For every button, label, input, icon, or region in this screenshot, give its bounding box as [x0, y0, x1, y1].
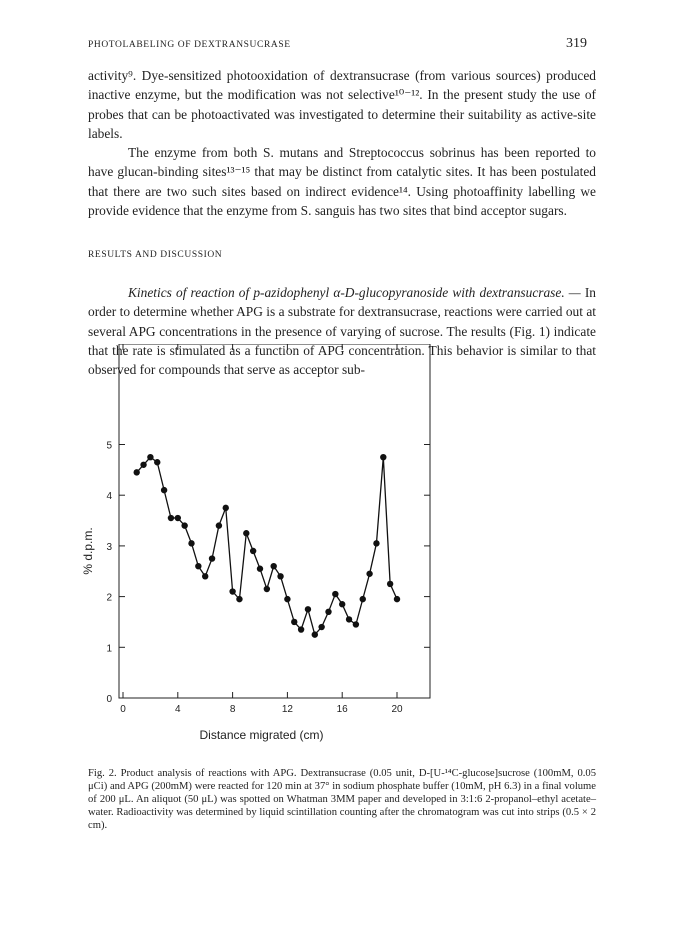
- plot-border: [119, 344, 430, 698]
- x-tick-label: 4: [175, 704, 181, 715]
- data-point: [209, 555, 215, 561]
- data-point: [195, 563, 201, 569]
- y-tick-label: 0: [106, 694, 112, 705]
- data-point: [325, 609, 331, 615]
- data-point: [216, 522, 222, 528]
- data-point: [202, 573, 208, 579]
- data-point: [250, 548, 256, 554]
- data-point: [291, 619, 297, 625]
- y-tick-label: 1: [106, 643, 112, 655]
- data-point: [271, 563, 277, 569]
- data-series: [134, 454, 401, 638]
- data-point: [318, 624, 324, 630]
- data-point: [223, 505, 229, 511]
- data-point: [154, 459, 160, 465]
- figure-caption-label: Fig. 2.: [88, 768, 117, 779]
- section-heading: RESULTS AND DISCUSSION: [88, 250, 223, 260]
- x-tick-label: 0: [120, 704, 126, 715]
- data-point: [175, 515, 181, 521]
- data-point: [243, 530, 249, 536]
- data-point: [312, 631, 318, 637]
- data-point: [168, 515, 174, 521]
- data-point: [346, 616, 352, 622]
- data-point: [298, 626, 304, 632]
- figure-caption: [88, 767, 596, 832]
- data-point: [257, 566, 263, 572]
- data-point: [140, 462, 146, 468]
- data-point: [264, 586, 270, 592]
- data-point: [305, 606, 311, 612]
- axis-ticks: [106, 344, 430, 715]
- data-point: [387, 581, 393, 587]
- paragraph-3-heading: Kinetics of reaction of p-azidophenyl α-D-glucopyranoside with dextransucrase. —: [128, 285, 581, 300]
- figure-2-chart: [80, 344, 450, 744]
- x-tick-label: 12: [281, 704, 293, 715]
- y-axis-label: % d.p.m.: [81, 527, 95, 575]
- data-point: [277, 573, 283, 579]
- paragraph-1: activity⁹. Dye-sensitized photooxidation of dextransucrase (from various sources) produced inactive enzyme, but the modification was not selective¹⁰⁻¹². In the present study the use of probes that can be photoactivated was investigated to determine their suitability as active-site labels.: [88, 68, 596, 141]
- page-number: 319: [566, 36, 587, 51]
- data-point: [353, 621, 359, 627]
- y-tick-label: 5: [106, 440, 112, 452]
- data-point: [339, 601, 345, 607]
- y-tick-label: 2: [106, 592, 112, 604]
- running-title: PHOTOLABELING OF DEXTRANSUCRASE: [88, 40, 291, 50]
- y-tick-label: 3: [106, 541, 112, 553]
- data-point: [236, 596, 242, 602]
- figure-caption-text: Product analysis of reactions with APG. Dextransucrase (0.05 unit, D-[U-¹⁴C-glucose]sucrose (100mM, 0.05 μCi) and APG (200mM) were reacted for 120 min at 37° in sodium phosphate buffer (10mM, pH 6.3) in a final volume of 200 μL. An aliquot (50 μL) was spotted on Whatman 3MM paper and developed in 3:1:6 2-propanol–ethyl acetate–water. Radioactivity was determined by liquid scintillation counting after the chromatogram was cut into strips (0.5 × 2 cm).: [88, 768, 596, 832]
- data-point: [188, 540, 194, 546]
- y-tick-label: 4: [106, 491, 112, 503]
- data-point: [181, 522, 187, 528]
- data-point: [229, 588, 235, 594]
- data-point: [366, 571, 372, 577]
- x-axis-label: Distance migrated (cm): [199, 728, 324, 742]
- paragraph-3-body: In order to determine whether APG is a substrate for dextransucrase, reactions were carried out at several APG concentrations in the presence of varying of sucrose. The results (Fig. 1) indicate that the rate is stimulated as a function of APG concentration. This behavior is similar to that observed for compounds that serve as acceptor sub-: [88, 285, 596, 378]
- data-point: [161, 487, 167, 493]
- data-point: [380, 454, 386, 460]
- data-point: [147, 454, 153, 460]
- data-point: [284, 596, 290, 602]
- x-tick-label: 20: [391, 704, 403, 715]
- data-point: [134, 469, 140, 475]
- plot-frame: [119, 344, 430, 698]
- data-point: [373, 540, 379, 546]
- x-tick-label: 16: [336, 704, 348, 715]
- data-point: [394, 596, 400, 602]
- x-tick-label: 8: [229, 704, 236, 715]
- series-line: [137, 457, 397, 634]
- data-point: [332, 591, 338, 597]
- paragraph-2: The enzyme from both S. mutans and Streptococcus sobrinus has been reported to have glucan-binding sites¹³⁻¹⁵ that may be distinct from catalytic sites. It has been postulated that there are two such sites based on indirect evidence¹⁴. Using photoaffinity labelling we provide evidence that the enzyme from S. sanguis has two sites that bind acceptor sugars.: [88, 145, 596, 218]
- data-point: [360, 596, 366, 602]
